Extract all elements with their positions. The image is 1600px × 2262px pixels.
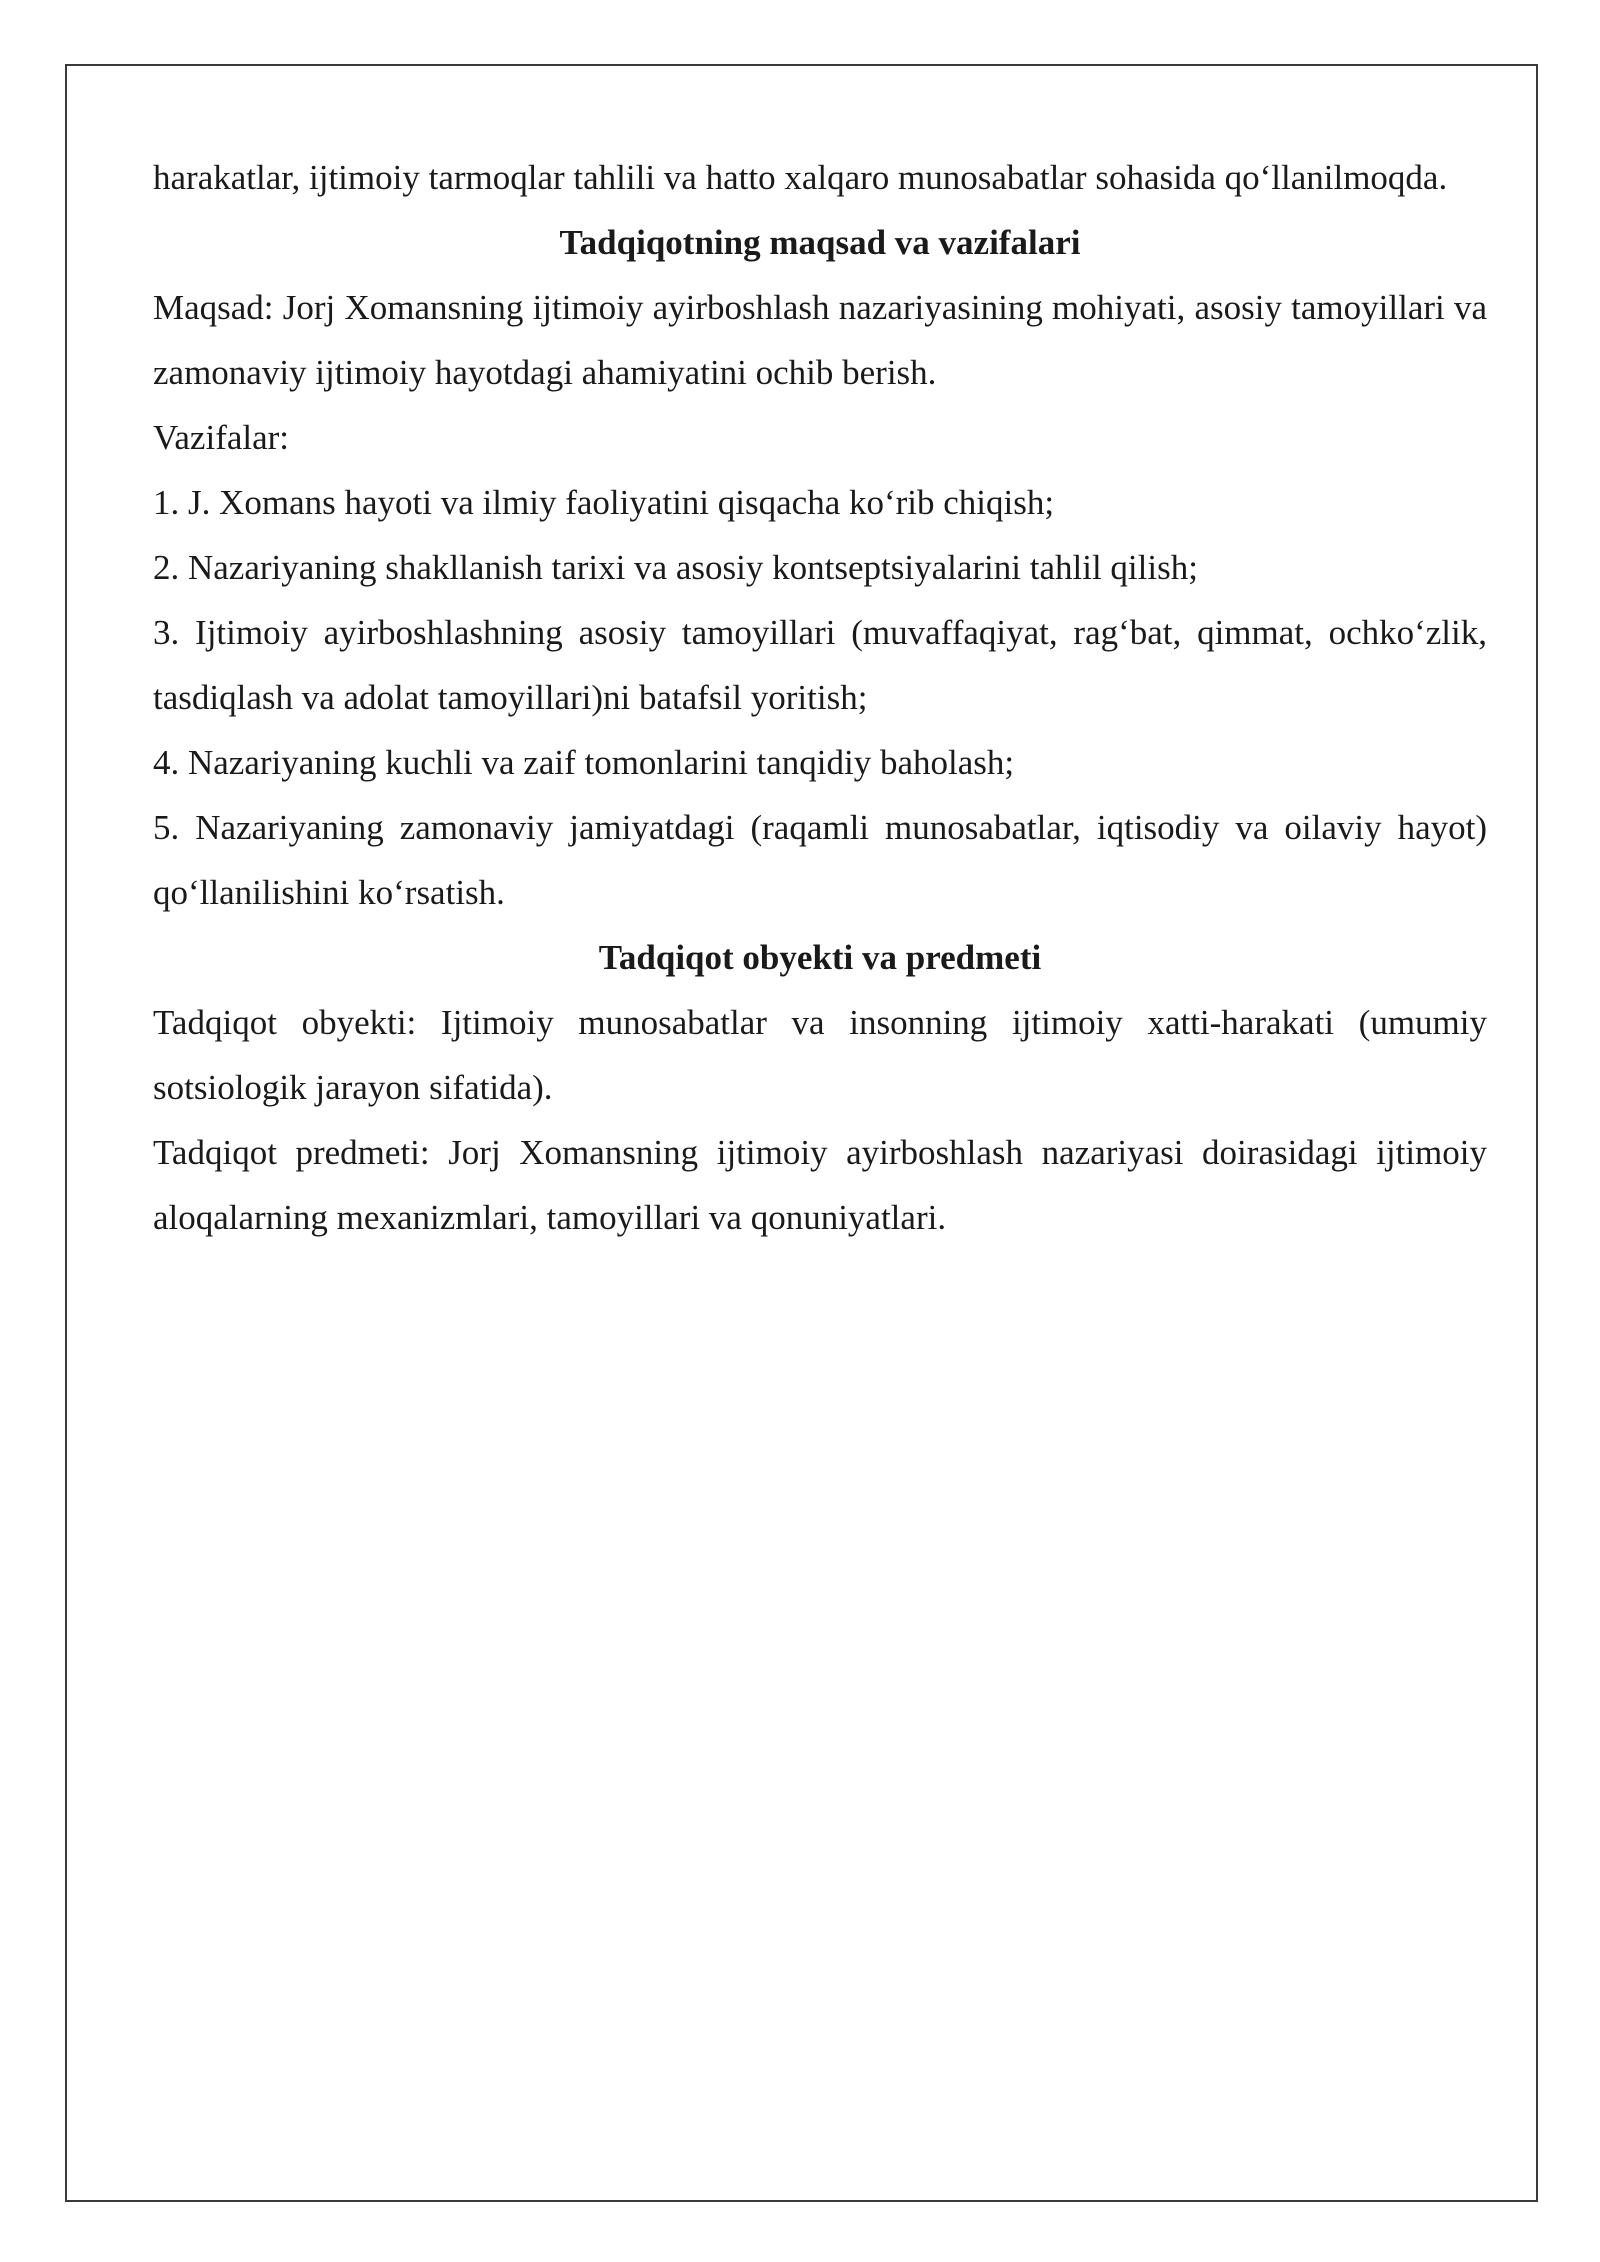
goals-tasks-heading: Tadqiqotning maqsad va vazifalari bbox=[559, 223, 1081, 262]
task-item-1: 1. J. Xomans hayoti va ilmiy faoliyatini qisqacha ko‘rib chiqish; bbox=[153, 483, 1055, 522]
subject-paragraph: Tadqiqot predmeti: Jorj Xomansning ijtimoiy ayirboshlash nazariyasi doirasidagi ijtimoiy aloqalarning mexanizmlari, tamoyillari va qonuniyatlari. bbox=[153, 1133, 1487, 1237]
intro-continuation-paragraph: harakatlar, ijtimoiy tarmoqlar tahlili va hatto xalqaro munosabatlar sohasida qo‘llanilmoqda. bbox=[153, 158, 1448, 197]
task-item-2: 2. Nazariyaning shakllanish tarixi va asosiy kontseptsiyalarini tahlil qilish; bbox=[153, 548, 1198, 587]
object-paragraph: Tadqiqot obyekti: Ijtimoiy munosabatlar va insonning ijtimoiy xatti-harakati (umumiy sotsiologik jarayon sifatida). bbox=[153, 1003, 1487, 1107]
task-item-4: 4. Nazariyaning kuchli va zaif tomonlarini tanqidiy baholash; bbox=[153, 743, 1015, 782]
object-subject-heading: Tadqiqot obyekti va predmeti bbox=[598, 938, 1042, 977]
tasks-label: Vazifalar: bbox=[153, 418, 290, 457]
task-item-3: 3. Ijtimoiy ayirboshlashning asosiy tamoyillari (muvaffaqiyat, rag‘bat, qimmat, ochko‘zlik, tasdiqlash va adolat tamoyillari)ni batafsil yoritish; bbox=[153, 613, 1487, 717]
goal-paragraph: Maqsad: Jorj Xomansning ijtimoiy ayirboshlash nazariyasining mohiyati, asosiy tamoyillari va zamonaviy ijtimoiy hayotdagi ahamiyatini ochib berish. bbox=[153, 288, 1487, 392]
task-item-5: 5. Nazariyaning zamonaviy jamiyatdagi (raqamli munosabatlar, iqtisodiy va oilaviy hayot) qo‘llanilishini ko‘rsatish. bbox=[153, 808, 1487, 912]
document-body bbox=[153, 145, 1487, 1250]
